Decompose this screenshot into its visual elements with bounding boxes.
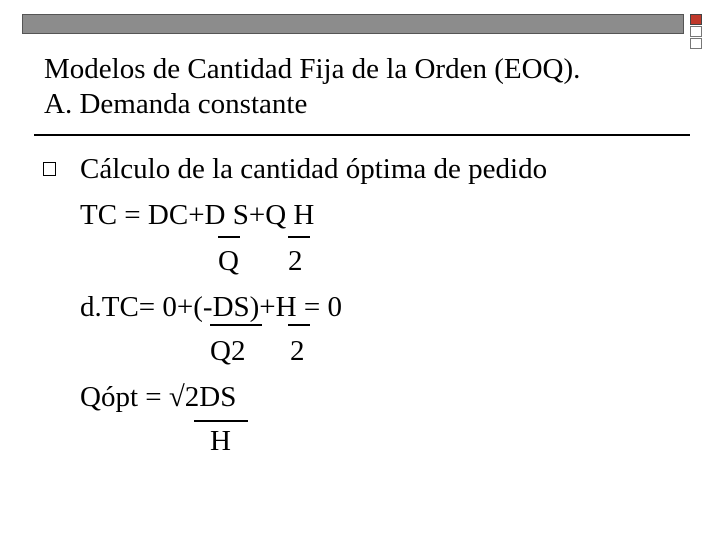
title-divider [34, 134, 690, 136]
tc-formula: TC = DC+D S+Q H [80, 199, 315, 231]
slide-title [44, 52, 580, 122]
corner-accent-box [690, 14, 702, 25]
dtc-denominator-2: 2 [290, 335, 305, 367]
fraction-bar [288, 236, 310, 238]
tc-denominator-2: 2 [288, 245, 303, 277]
corner-box-outline [690, 38, 702, 49]
slide-title-line2: A. Demanda constante [44, 88, 308, 120]
qopt-denominator-h: H [210, 425, 231, 457]
dtc-formula: d.TC= 0+(-DS)+H = 0 [80, 291, 342, 323]
fraction-bar [194, 420, 248, 422]
slide-title-line1: Modelos de Cantidad Fija de la Orden (EOQ). [44, 53, 581, 85]
corner-box-outline [690, 26, 702, 37]
dtc-denominator-q2: Q2 [210, 335, 246, 367]
tc-denominator-q: Q [218, 245, 239, 277]
bullet-heading: Cálculo de la cantidad óptima de pedido [80, 153, 548, 185]
fraction-bar [210, 324, 262, 326]
top-decorative-bar [22, 14, 684, 34]
square-bullet-icon [43, 162, 56, 176]
fraction-bar [288, 324, 310, 326]
qopt-formula: Qópt = √2DS [80, 381, 237, 413]
fraction-bar [218, 236, 240, 238]
